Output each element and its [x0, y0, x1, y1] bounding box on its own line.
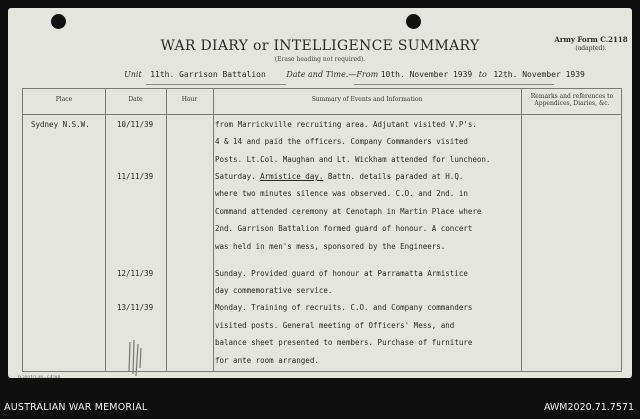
army-form-label: Army Form C.2118 — [554, 35, 628, 44]
summary-line: visited posts. General meeting of Officers' Mess, and — [215, 321, 455, 330]
summary-day: Saturday. — [215, 172, 261, 181]
unit-value: 11th. Garrison Battalion — [150, 70, 266, 79]
print-code: D.2501/1.38—C4784 — [18, 374, 61, 379]
diary-page — [8, 8, 632, 378]
header-hour: Hour — [181, 96, 198, 103]
summary-line: where two minutes silence was observed. C.O. and 2nd. in — [215, 189, 468, 198]
date-to-value: 12th. November 1939 — [493, 70, 585, 79]
archive-caption: AUSTRALIAN WAR MEMORIAL — [4, 402, 148, 413]
column-divider — [213, 89, 214, 371]
form-title: WAR DIARY or INTELLIGENCE SUMMARY — [160, 38, 480, 54]
header-summary: Summary of Events and Information — [311, 96, 423, 103]
summary-line: Command attended ceremony at Cenotaph in Martin Place where — [215, 207, 482, 216]
summary-line: 2nd. Garrison Battalion formed guard of honour. A concert — [215, 224, 473, 233]
date-from-value: 10th. November 1939 — [380, 70, 473, 79]
diary-table — [22, 88, 622, 372]
date-underline — [354, 84, 554, 85]
punch-hole — [406, 14, 421, 29]
army-form-number — [554, 35, 628, 53]
army-form-adapted: (adapted). — [575, 45, 607, 52]
armistice-day-text: Armistice day. — [260, 172, 324, 181]
header-date: Date — [128, 96, 143, 103]
summary-line: Monday. Training of recruits. C.O. and Company commanders — [215, 303, 473, 312]
punch-hole — [51, 14, 66, 29]
date-cell: 10/11/39 — [117, 120, 154, 129]
summary-line: balance sheet presented to members. Purchase of furniture — [215, 338, 473, 347]
archive-reference: AWM2020.71.7571 — [543, 402, 634, 413]
date-label: Date and Time.—From — [286, 70, 379, 79]
summary-line: day commemorative service. — [215, 286, 333, 295]
unit-date-row — [124, 70, 585, 79]
date-cell: 13/11/39 — [117, 303, 154, 312]
summary-line: Posts. Lt.Col. Maughan and Lt. Wickham attended for luncheon. — [215, 155, 491, 164]
to-label: to — [478, 70, 487, 79]
header-place: Place — [55, 96, 73, 103]
summary-line: was held in men's mess, sponsored by the Engineers. — [215, 242, 446, 251]
date-cell: 12/11/39 — [117, 269, 154, 278]
unit-underline — [146, 84, 286, 85]
unit-label: Unit — [124, 70, 142, 79]
date-cell: 11/11/39 — [117, 172, 154, 181]
form-subtitle: (Erase heading not required). — [274, 56, 366, 63]
header-divider — [23, 114, 621, 115]
summary-line: for ante room arranged. — [215, 356, 319, 365]
pencil-mark — [126, 338, 146, 378]
summary-line: 4 & 14 and paid the officers. Company Commanders visited — [215, 137, 468, 146]
column-divider — [521, 89, 522, 371]
summary-line — [215, 172, 463, 181]
header-remarks: Remarks and references to Appendices, Diaries, &c. — [530, 93, 614, 107]
summary-line: Sunday. Provided guard of honour at Parramatta Armistice — [215, 269, 468, 278]
summary-line: from Marrickville recruiting area. Adjutant visited V.P's. — [215, 120, 477, 129]
summary-rest: Battn. details paraded at H.Q. — [323, 172, 464, 181]
place-cell: Sydney N.S.W. — [31, 120, 90, 129]
column-divider — [166, 89, 167, 371]
column-divider — [105, 89, 106, 371]
